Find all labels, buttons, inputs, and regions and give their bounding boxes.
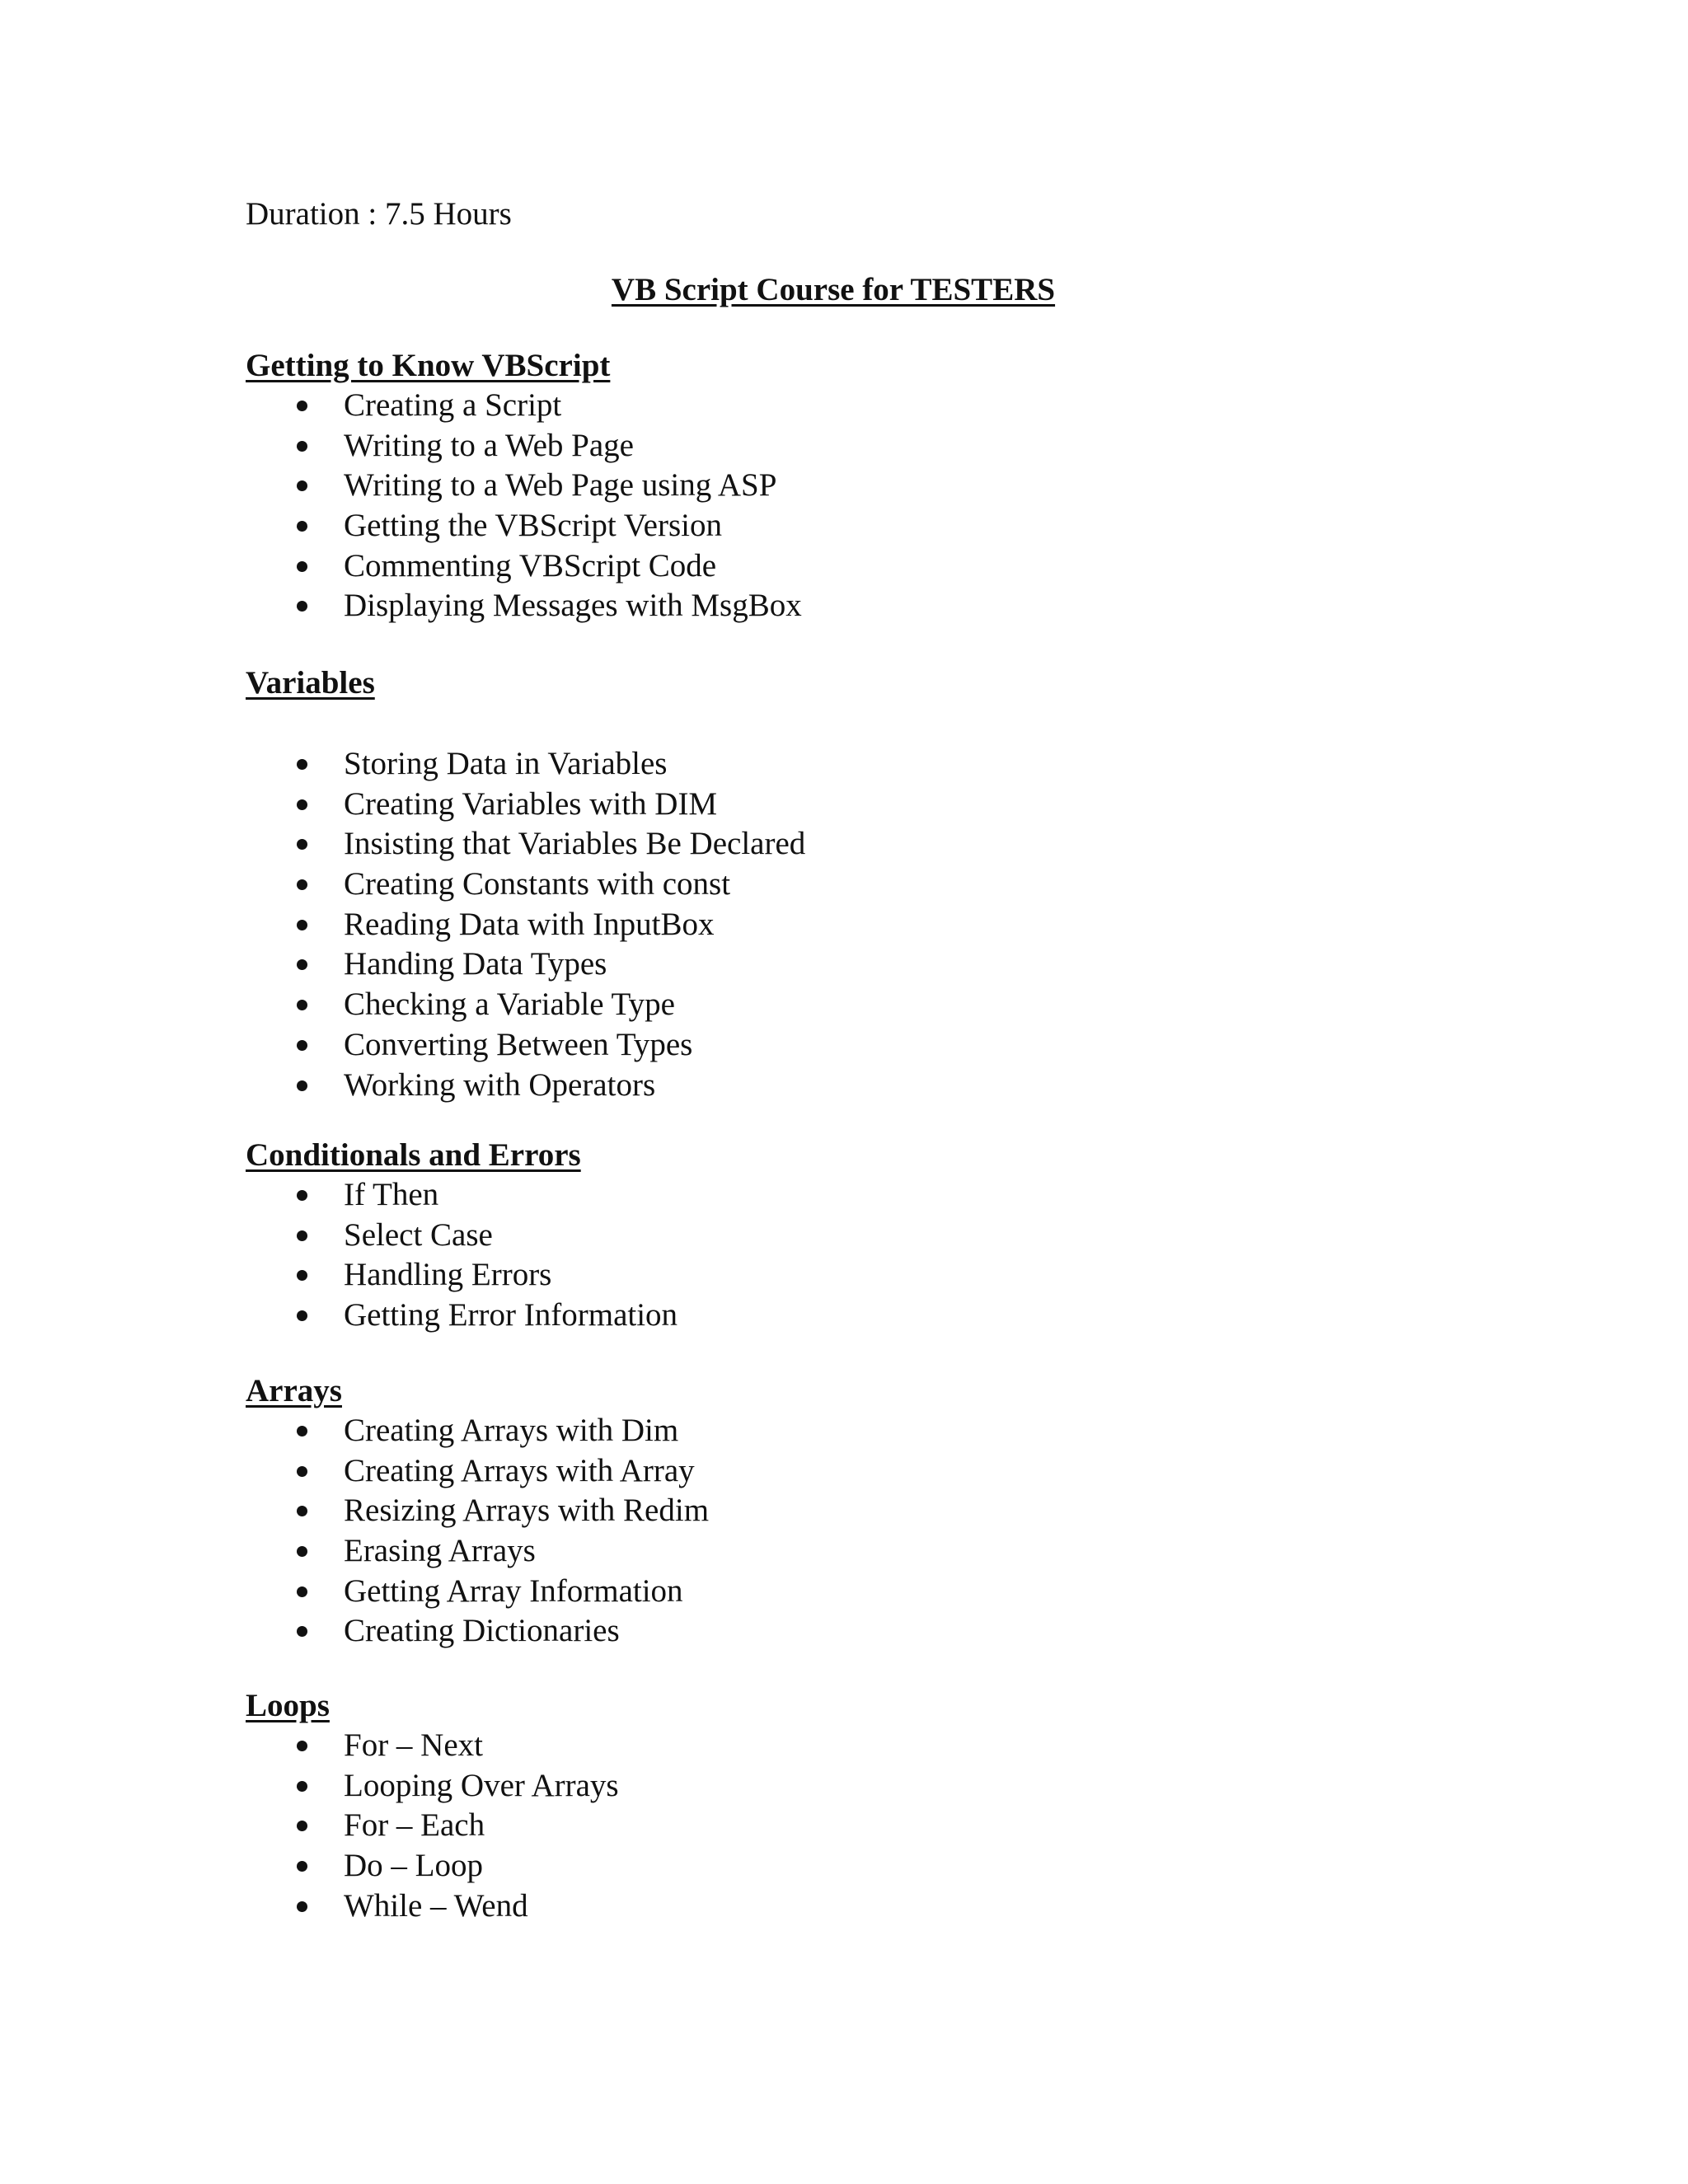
bullet-icon bbox=[297, 1040, 307, 1051]
section-loops bbox=[246, 1686, 1482, 1926]
bullet-icon bbox=[297, 1626, 307, 1637]
list-item bbox=[246, 1806, 1482, 1846]
section-conditionals-and-errors bbox=[246, 1136, 1482, 1336]
bullet-icon bbox=[297, 799, 307, 810]
list-item bbox=[246, 1531, 1482, 1572]
list-item bbox=[246, 1611, 1482, 1652]
bullet-list bbox=[246, 744, 1482, 1105]
list-item-text: Creating Constants with const bbox=[344, 866, 731, 902]
bullet-icon bbox=[297, 1781, 307, 1792]
bullet-icon bbox=[297, 1741, 307, 1751]
bullet-icon bbox=[297, 1821, 307, 1831]
list-item bbox=[246, 466, 1482, 506]
bullet-icon bbox=[297, 1546, 307, 1557]
section-heading: Conditionals and Errors bbox=[246, 1137, 581, 1173]
bullet-icon bbox=[297, 879, 307, 890]
duration-text: Duration : 7.5 Hours bbox=[246, 196, 512, 232]
list-item bbox=[246, 1296, 1482, 1336]
bullet-icon bbox=[297, 1466, 307, 1477]
bullet-icon bbox=[297, 480, 307, 491]
list-item bbox=[246, 1451, 1482, 1492]
list-item bbox=[246, 586, 1482, 626]
list-item-text: Writing to a Web Page bbox=[344, 427, 634, 463]
bullet-icon bbox=[297, 1586, 307, 1597]
list-item-text: Creating Variables with DIM bbox=[344, 785, 718, 822]
list-item-text: Getting Array Information bbox=[344, 1572, 683, 1609]
list-item-text: Resizing Arrays with Redim bbox=[344, 1493, 710, 1529]
bullet-icon bbox=[297, 1506, 307, 1516]
bullet-icon bbox=[297, 1426, 307, 1436]
list-item bbox=[246, 386, 1482, 426]
list-item-text: Converting Between Types bbox=[344, 1026, 693, 1062]
list-item bbox=[246, 1572, 1482, 1612]
section-heading: Getting to Know VBScript bbox=[246, 348, 611, 383]
list-item bbox=[246, 824, 1482, 865]
list-item-text: Creating a Script bbox=[344, 387, 562, 423]
list-item-text: Writing to a Web Page using ASP bbox=[344, 467, 777, 504]
bullet-icon bbox=[297, 1310, 307, 1321]
list-item bbox=[246, 426, 1482, 466]
bullet-icon bbox=[297, 601, 307, 612]
list-item-text: Select Case bbox=[344, 1216, 493, 1253]
section-arrays bbox=[246, 1371, 1482, 1652]
bullet-list bbox=[246, 1175, 1482, 1336]
bullet-icon bbox=[297, 759, 307, 770]
list-item bbox=[246, 1066, 1482, 1106]
bullet-icon bbox=[297, 1901, 307, 1912]
list-item bbox=[246, 744, 1482, 785]
bullet-list bbox=[246, 386, 1482, 626]
page-title: VB Script Course for TESTERS bbox=[611, 272, 1056, 307]
bullet-icon bbox=[297, 1000, 307, 1010]
section-variables bbox=[246, 663, 1482, 1105]
section-heading: Variables bbox=[246, 665, 375, 701]
list-item bbox=[246, 985, 1482, 1025]
list-item bbox=[246, 1216, 1482, 1256]
list-item bbox=[246, 1491, 1482, 1531]
bullet-list bbox=[246, 1726, 1482, 1926]
list-item-text: Erasing Arrays bbox=[344, 1533, 536, 1569]
list-item bbox=[246, 1846, 1482, 1886]
list-item-text: Handling Errors bbox=[344, 1257, 552, 1293]
list-item-text: Creating Arrays with Array bbox=[344, 1452, 695, 1488]
list-item-text: Do – Loop bbox=[344, 1848, 483, 1884]
bullet-list bbox=[246, 1411, 1482, 1652]
list-item-text: Commenting VBScript Code bbox=[344, 547, 717, 583]
list-item-text: Getting Error Information bbox=[344, 1297, 678, 1333]
list-item-text: For – Next bbox=[344, 1727, 483, 1763]
bullet-icon bbox=[297, 1080, 307, 1091]
list-item-text: Handing Data Types bbox=[344, 946, 607, 982]
list-item bbox=[246, 785, 1482, 825]
bullet-icon bbox=[297, 401, 307, 411]
bullet-icon bbox=[297, 1270, 307, 1281]
bullet-icon bbox=[297, 1861, 307, 1872]
list-item-text: Insisting that Variables Be Declared bbox=[344, 826, 806, 862]
list-item-text: While – Wend bbox=[344, 1887, 528, 1924]
bullet-icon bbox=[297, 839, 307, 850]
list-item bbox=[246, 865, 1482, 905]
bullet-icon bbox=[297, 1230, 307, 1241]
list-item bbox=[246, 1766, 1482, 1807]
bullet-icon bbox=[297, 1190, 307, 1201]
bullet-icon bbox=[297, 920, 307, 930]
list-item bbox=[246, 905, 1482, 945]
list-item-text: Checking a Variable Type bbox=[344, 987, 675, 1023]
section-getting-to-know-vbscript bbox=[246, 346, 1482, 626]
list-item bbox=[246, 1025, 1482, 1066]
bullet-icon bbox=[297, 521, 307, 532]
list-item-text: Storing Data in Variables bbox=[344, 746, 668, 781]
list-item-text: Working with Operators bbox=[344, 1066, 656, 1103]
list-item bbox=[246, 1255, 1482, 1296]
bullet-icon bbox=[297, 441, 307, 452]
bullet-icon bbox=[297, 561, 307, 572]
list-item bbox=[246, 1175, 1482, 1216]
list-item-text: Reading Data with InputBox bbox=[344, 906, 715, 942]
list-item bbox=[246, 944, 1482, 985]
list-item-text: Displaying Messages with MsgBox bbox=[344, 588, 802, 624]
list-item-text: If Then bbox=[344, 1177, 439, 1212]
list-item bbox=[246, 546, 1482, 587]
list-item bbox=[246, 1411, 1482, 1451]
list-item bbox=[246, 506, 1482, 546]
section-heading: Arrays bbox=[246, 1373, 342, 1408]
bullet-icon bbox=[297, 959, 307, 970]
section-heading: Loops bbox=[246, 1688, 330, 1723]
list-item bbox=[246, 1726, 1482, 1766]
list-item-text: Creating Dictionaries bbox=[344, 1613, 620, 1649]
list-item-text: Looping Over Arrays bbox=[344, 1767, 619, 1803]
list-item bbox=[246, 1886, 1482, 1927]
list-item-text: For – Each bbox=[344, 1807, 485, 1844]
list-item-text: Creating Arrays with Dim bbox=[344, 1413, 679, 1448]
list-item-text: Getting the VBScript Version bbox=[344, 508, 722, 544]
